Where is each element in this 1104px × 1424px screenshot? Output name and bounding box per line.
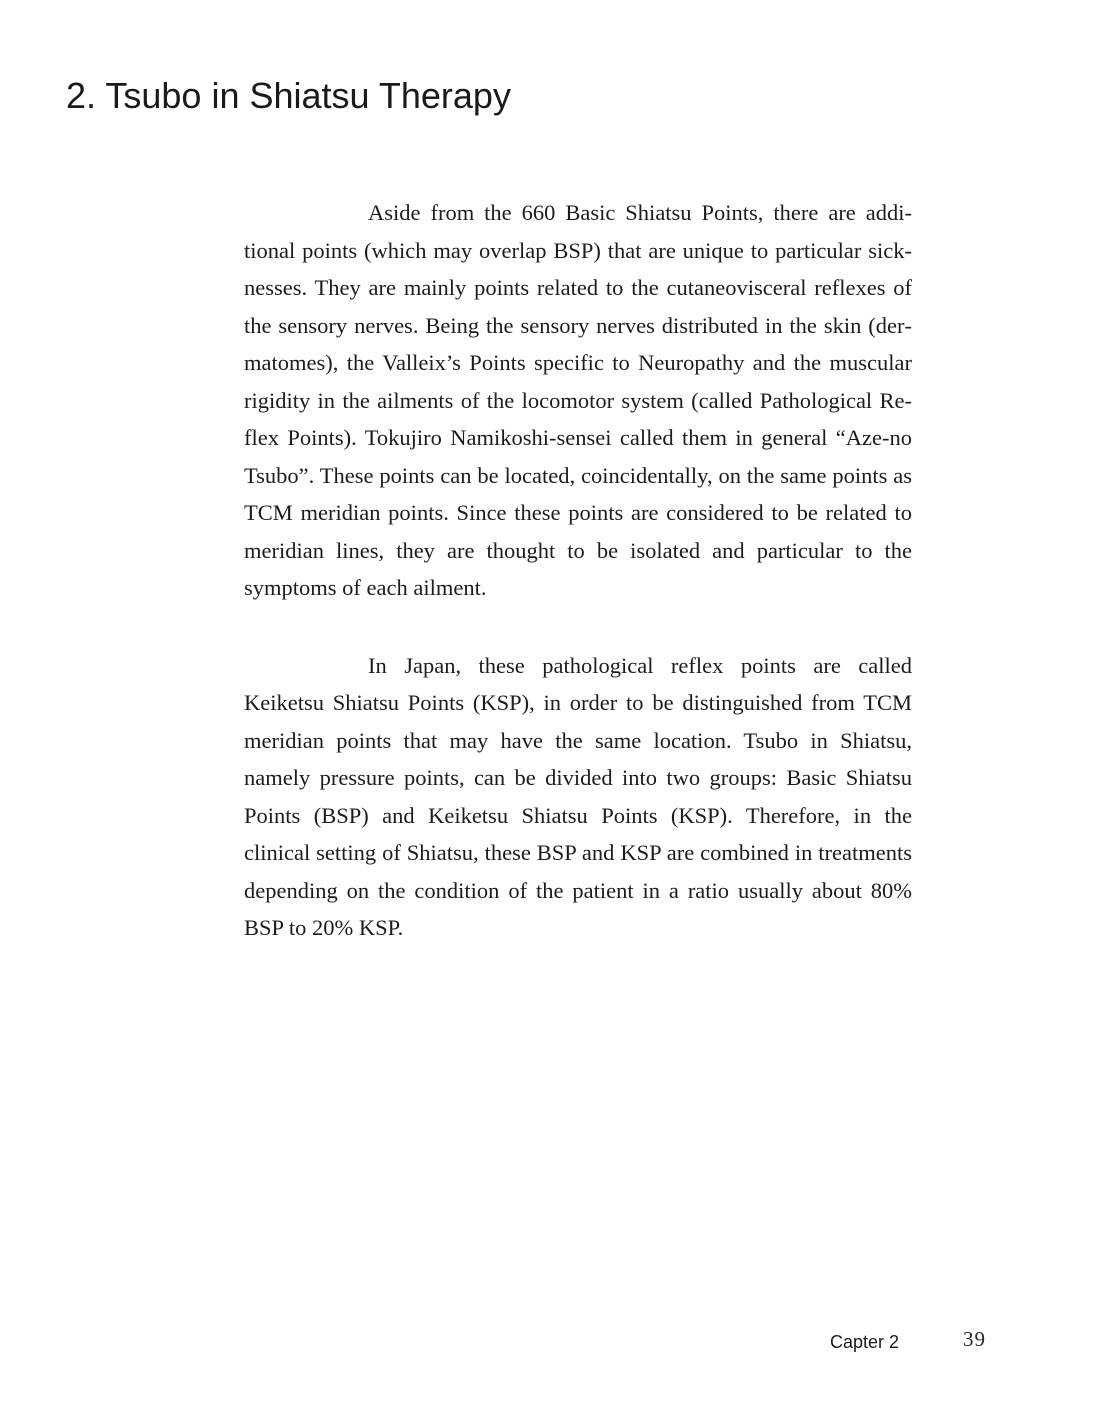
body-text bbox=[244, 194, 912, 947]
paragraph-2: In Japan, these pathological reflex points are called Keiketsu Shiatsu Points (KSP), in order to be distinguished from TCM meridian points that may have the same location. Tsubo in Shiatsu, namely pressure points, can be divided into two groups: Basic Shiatsu Points (BSP) and Keiketsu Shiatsu Points (KSP). Therefore, in the clinical setting of Shiatsu, these BSP and KSP are combined in treatments depending on the condition of the patient in a ratio usually about 80% BSP to 20% KSP. bbox=[244, 652, 912, 940]
paragraph-1: Aside from the 660 Basic Shiatsu Points, there are additional points (which may overlap BSP) that are unique to particular sicknesses. They are mainly points related to the cutaneovisceral reflexes of the sensory nerves. Being the sensory nerves distributed in the skin (dermatomes), the Valleix’s Points specific to Neuropathy and the muscular rigidity in the ailments of the locomotor system (called Pathological Reflex Points). Tokujiro Namikoshi-sensei called them in general “Aze-no Tsubo”. These points can be located, coincidentally, on the same points as TCM meridian points. Since these points are considered to be related to meridian lines, they are thought to be isolated and particular to the symptoms of each ailment. bbox=[244, 200, 912, 600]
page-number: 39 bbox=[963, 1327, 986, 1351]
page-heading: 2. Tsubo in Shiatsu Therapy bbox=[66, 75, 511, 116]
footer-chapter-label: Capter 2 bbox=[830, 1332, 900, 1352]
